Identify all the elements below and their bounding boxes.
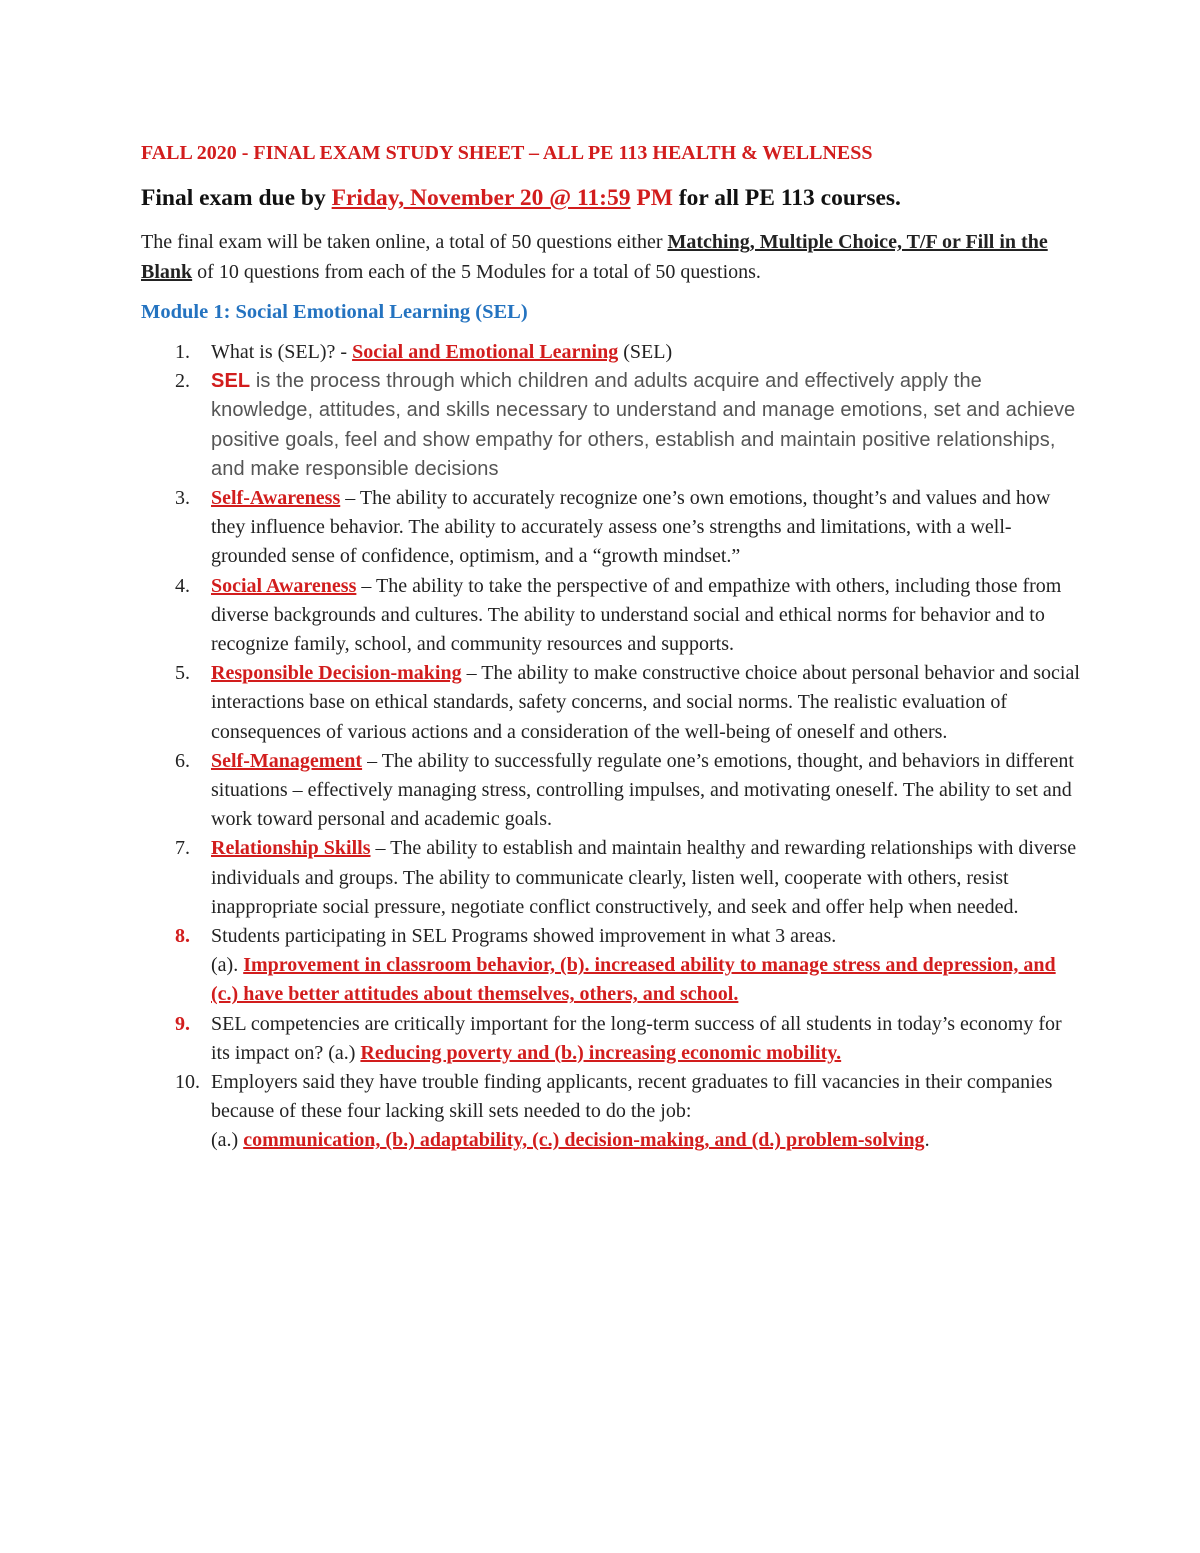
term: Relationship Skills	[211, 837, 371, 860]
term: Self-Awareness	[211, 487, 341, 510]
list-item: 7. Relationship Skills – The ability to establish and maintain healthy and rewarding relationships with diverse individuals and groups. The ability to communicate clearly, listen well, cooperate with others, resist inappropriate social pressure, negotiate conflict constructively, and seek and offer help when needed.	[175, 837, 1077, 918]
term: SEL	[211, 370, 251, 393]
list-item: 8. Students participating in SEL Programs showed improvement in what 3 areas. (a). Improvement in classroom behavior, (b). increased ability to manage stress and depression, and (c.) have better attitudes about themselves, others, and school.	[175, 925, 1056, 1006]
list-item: 1. What is (SEL)? - Social and Emotional Learning (SEL)	[175, 341, 673, 363]
question-formats: Matching, Multiple Choice, T/F or Fill in the Blank	[141, 231, 1048, 283]
term: Social Awareness	[211, 574, 357, 597]
list-item: 2. SEL is the process through which children and adults acquire and effectively apply the knowledge, attitudes, and skills necessary to understand and manage emotions, set and achieve positive goals, feel and show empathy for others, establish and maintain positive relationships, and make responsible decisions	[175, 370, 1076, 480]
term: Responsible Decision-making	[211, 662, 462, 685]
answer: Improvement in classroom behavior, (b). increased ability to manage stress and depression, and (c.) have better attitudes about themselves, others, and school.	[211, 954, 1056, 1006]
intro-paragraph: The final exam will be taken online, a total of 50 questions either Matching, Multiple Choice, T/F or Fill in the Blank of 10 questions from each of the 5 Modules for a total of 50 questions.	[141, 231, 1048, 283]
list-item: 3. Self-Awareness – The ability to accurately recognize one’s own emotions, thought’s and values and how they influence behavior. The ability to accurately assess one’s strengths and limitations, with a well-grounded sense of confidence, optimism, and a “growth mindset.”	[175, 487, 1051, 568]
list-item: 6. Self-Management – The ability to successfully regulate one’s emotions, thought, and behaviors in different situations – effectively managing stress, controlling impulses, and motivating oneself. The ability to set and work toward personal and academic goals.	[175, 749, 1074, 831]
answer: Reducing poverty and (b.) increasing economic mobility.	[360, 1041, 842, 1064]
list-item: 10. Employers said they have trouble finding applicants, recent graduates to fill vacancies in their companies because of these four lacking skill sets needed to do the job: (a.) communication, (b.) adaptability, (c.) decision-making, and (d.) problem-solving.	[175, 1071, 1053, 1152]
page-title: FALL 2020 - FINAL EXAM STUDY SHEET – ALL PE 113 HEALTH & WELLNESS	[141, 142, 873, 164]
study-list	[141, 338, 1080, 1156]
due-date-line: Final exam due by Friday, November 20 @ 11:59 PM for all PE 113 courses.	[141, 185, 901, 211]
term: Self-Management	[211, 749, 363, 772]
term: Social and Emotional Learning	[352, 341, 619, 363]
due-date: Friday, November 20 @ 11:59	[331, 185, 631, 211]
list-item: 4. Social Awareness – The ability to take the perspective of and empathize with others, including those from diverse backgrounds and cultures. The ability to understand social and ethical norms for behavior and to recognize family, school, and community resources and supports.	[175, 574, 1062, 656]
list-item: 9. SEL competencies are critically important for the long-term success of all students in today’s economy for its impact on? (a.) Reducing poverty and (b.) increasing economic mobility.	[175, 1012, 1062, 1064]
module-heading: Module 1: Social Emotional Learning (SEL)	[141, 301, 528, 323]
answer: communication, (b.) adaptability, (c.) decision-making, and (d.) problem-solving	[243, 1129, 925, 1152]
list-item: 5. Responsible Decision-making – The ability to make constructive choice about personal behavior and social interactions base on ethical standards, safety concerns, and social norms. The realistic evaluation of consequences of various actions and a consideration of the well-being of oneself and others.	[175, 662, 1080, 743]
